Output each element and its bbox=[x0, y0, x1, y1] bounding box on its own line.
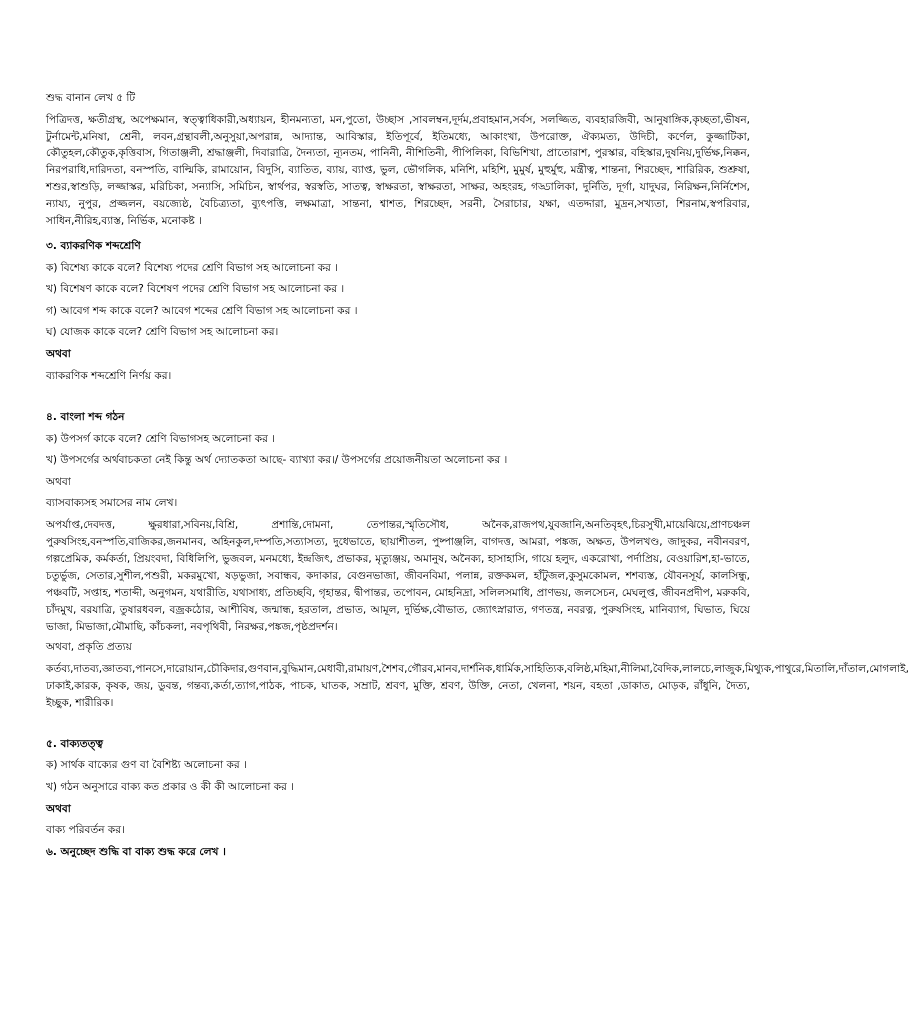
correction-heading: ৬. অনুচ্ছেদ শুদ্ধি বা বাক্য শুদ্ধ করে লেখ । bbox=[46, 845, 226, 858]
grammar-question-gha: ঘ) যোজক কাকে বলে? শ্রেণি বিভাগ সহ আলোচনা কর। bbox=[46, 326, 279, 339]
compound-words-paragraph: অপর্যাপ্ত,দেবদত্ত, ক্ষুরধারা,সবিনয়,বিশ্রি, প্রশান্তি,দোমনা, তেপান্তর,স্মৃতিসৌধ, অনৈক,রাজপথ,যুবজানি,অনতিবৃহৎ,চিরসুখী,মায়েঝিয়ে,প্রাণচঞ্চল পুরুষসিংহ,বনস্পতি,বাজিকর,জনমানব, অহিনকুল,দম্পতি,সত্যাসত্য, দুধেভাতে, ছায়াশীতল, পুষ্পাঞ্জলি, বাগদত্ত, আমরা, পঙ্কজ, অক্ষত, উপলখণ্ড, জাদুকর, নবীনবরণ, গল্পপ্রেমিক, কর্মকর্তা, প্রিয়ংবদা, বিধিলিপি, ভুজবল, মনমধ্যে, ইন্দ্রজিৎ, প্রভাকর, মৃত্যুঞ্জয়, অমানুষ, অনৈক্য, হাসাহাসি, গায়ে হলুদ, একরোখা, পর্দাপ্রিয়, বেওয়ারিশ,হা-ভাতে, চতুর্ভুজ, সেতার,সুশীল,পশুরী, মকরমুখো, ষড়ভুজা, সবান্ধব, কদাকার, বেগুনভাজা, জীবনবিমা, পলান্ন, রক্তকমল, হাঁটুজল,কুসুমকোমল, শশব্যস্ত, যৌবনসূর্য, কালসিন্ধু, পঞ্চবটি, সপ্তাহ, শতাব্দী, অনুগমন, যথারীতি, যথাসাধ্য, প্রতিচ্ছবি, গৃহান্তর, দ্বীপান্তর, তপোবন, মোহনিদ্রা, সলিলসমাধি, প্রাণভয়, জলসেচন, মেঘলুপ্ত, জীবনপ্রদীপ, মরুকবি, চাঁদমুখ, বরযাত্রি, তুষারধবল, বজ্রকঠোর, আশীবিষ, জন্মান্ধ, হরতাল, প্রভাত, আমূল, দুর্ভিক্ষ,বৌভাত, জ্যোৎস্নারাত, গণতন্ত্র, নবরত্ন, পুরুষসিংহ, মানিব্যাগ, ঘিভাত, ঘিয়ে ভাজা, মিভাজা,মৌমাছি, কাঁচকলা, নবপৃথিবী, নিরক্ষর,পঙ্কজ,পৃষ্ঠপ্রদর্শন। bbox=[46, 519, 750, 633]
word-formation-question-ka: ক) উপসর্গ কাকে বলে? শ্রেণি বিভাগসহ অলোচনা কর । bbox=[46, 432, 276, 445]
word-formation-or-label: অথবা bbox=[46, 475, 71, 488]
grammar-or-label: অথবা bbox=[46, 347, 71, 360]
syntax-question-ka: ক) সার্থক বাক্যের গুণ বা বৈশিষ্ট্য অলোচনা কর । bbox=[46, 759, 247, 772]
question-document bbox=[46, 90, 909, 861]
spelling-heading: শুদ্ধ বানান লেখ ৫ টি bbox=[46, 92, 136, 104]
compound-instruction: ব্যাসবাক্যসহ সমাসের নাম লেখ। bbox=[46, 497, 178, 510]
affix-words-paragraph: কর্তব্য,দাতব্য,জ্ঞাতব্য,পানসে,দারোয়ান,চৌকিদার,গুণবান,বুদ্ধিমান,মেধাবী,রামায়ণ,শৈশব,গৌরব,মানব,দার্শনিক,ধার্মিক,সাহিত্যিক,বলিষ্ঠ,মহিমা,নীলিমা,বৈদিক,লালচে,লাজুক,মিথ্যুক,পাথুরে,মিতালি,দাঁতাল,মোগলাই, ঢাকাই,কারক, কৃষক, জয়, ডুবন্ত, গন্তব্য,কর্তা,ত্যাগ,পাঠক, পাচক, ঘাতক, সম্রাট, শ্রবণ, মুক্তি, শ্রবণ, উক্তি, নেতা, খেলনা, শয়ন, বহতা ,ডাকাত, মোড়ক, রাঁধুনি, দৈত্য, ইচ্ছুক, শারীরিক। bbox=[46, 663, 909, 709]
spelling-words-paragraph: পিত্রিদত্ত, ক্ষতীগ্রস্থ, অপেক্ষমান, স্বত্ত্বাধিকারী,অধ্যায়ন, হীনমন্যতা, মন,পুতো, উচ্ছাস ,সাবলম্বন,দূর্দম,প্রবাহমান,সর্বস, সলজ্জিত, ব্যবহারজিবী, আনুষাঙ্গিক,কৃচ্ছতা,ভীষন, টুর্নামেন্ট,মনিষা, শ্রেনী, লবন,গ্রন্থাবলী,অনুসুয়া,অপরান্ন, আদ্যান্ত, আবিস্কার, ইতিপূর্বে, ইতিমধ্যে, আকাংখা, উপরোক্ত, ঐক্যমত্য, উদিচী, কর্ণেল, কুজ্জাটিকা, কৌতুহল,কৌতুক,কৃত্তিবাস, গিতাঞ্জলী, শ্রদ্ধাঞ্জলী, দিবারাত্রি, দৈন্যতা, ন্যূনতম, পানিনী, নীশিতিনী, পীপিলিকা, বিভিশিখা, প্রাতোরাশ, পুরস্কার, বহিস্কার,দুষনিয়,দুর্ভিক্ষ,নিক্কন, নিরপরাধি,দারিদতা, বনস্পতি, বাল্মিকি, রামায়োন, বিদুসি, ব্যাতিত, ব্যায়, ব্যাপ্ত, ভুল, ভৌগলিক, মনিশি, মহিশি, মুমুর্ষ, মুহুর্মুহু, মন্ত্রীত্ব, শান্তনা, শিরচ্ছেদ, শারিরিক, শুশ্রুষা, শশুর,স্বাশুড়ি, লজ্জাস্কর, মরিচিকা, সন্যাসি, সমিচিন, স্বার্থপর, স্বরস্বতি, সাতত্ব, স্বাক্ষরতা, স্বাক্ষরতা, সাক্ষর, অহংরহ, গড্ডালিকা, দুর্নিতি, দূর্গা, যাদুঘর, নিরিক্ষন,নির্নিশেস, ন্যায্য, নুপুর, প্রজ্জলন, বয়জ্যেষ্ঠ, বৈচিত্র্যতা, ব্যুৎপত্তি, লক্ষমাত্রা, সান্তনা, শ্বাশত, শিরচ্ছেদ, সরনী, সৈরাচার, যক্ষা, এতদ্দারা, মুদ্রন,সখ্যতা, শিরনাম,স্বপরিবার, সাধিন,নীরিহ,ব্যাস্ত, নির্ভিক, মনোকষ্ট । bbox=[46, 113, 750, 228]
grammar-question-kha: খ) বিশেষণ কাকে বলে? বিশেষণ পদের শ্রেণি বিভাগ সহ আলোচনা কর । bbox=[46, 283, 345, 296]
grammar-question-ga: গ) আবেগ শব্দ কাকে বলে? আবেগ শব্দের শ্রেণি বিভাগ সহ আলোচনা কর । bbox=[46, 304, 358, 317]
affix-or-label: অথবা, প্রকৃতি প্রত্যয় bbox=[46, 641, 132, 654]
syntax-alt-question: বাক্য পরিবর্তন কর। bbox=[46, 824, 125, 837]
grammar-question-ka: ক) বিশেষ্য কাকে বলে? বিশেষ্য পদের শ্রেণি বিভাগ সহ আলোচনা কর । bbox=[46, 261, 338, 274]
syntax-question-kha: খ) গঠন অনুসারে বাক্য কত প্রকার ও কী কী আলোচনা কর । bbox=[46, 780, 294, 793]
grammar-section-heading: ৩. ব্যাকরণিক শব্দশ্রেণি bbox=[46, 239, 141, 252]
syntax-or-label: অথবা bbox=[46, 802, 71, 815]
grammar-alt-question: ব্যাকরণিক শব্দশ্রেণি নির্ণয় কর। bbox=[46, 369, 172, 382]
word-formation-heading: ৪. বাংলা শব্দ গঠন bbox=[46, 411, 125, 424]
syntax-heading: ৫. বাক্যতত্ত্ব bbox=[46, 737, 103, 750]
word-formation-question-kha: খ) উপসর্গের অর্থবাচকতা নেই কিন্তু অর্থ দ্যোতকতা আছে- ব্যাখ্যা কর।/ উপসর্গের প্রয়োজনীয়তা অলোচনা কর । bbox=[46, 454, 508, 467]
